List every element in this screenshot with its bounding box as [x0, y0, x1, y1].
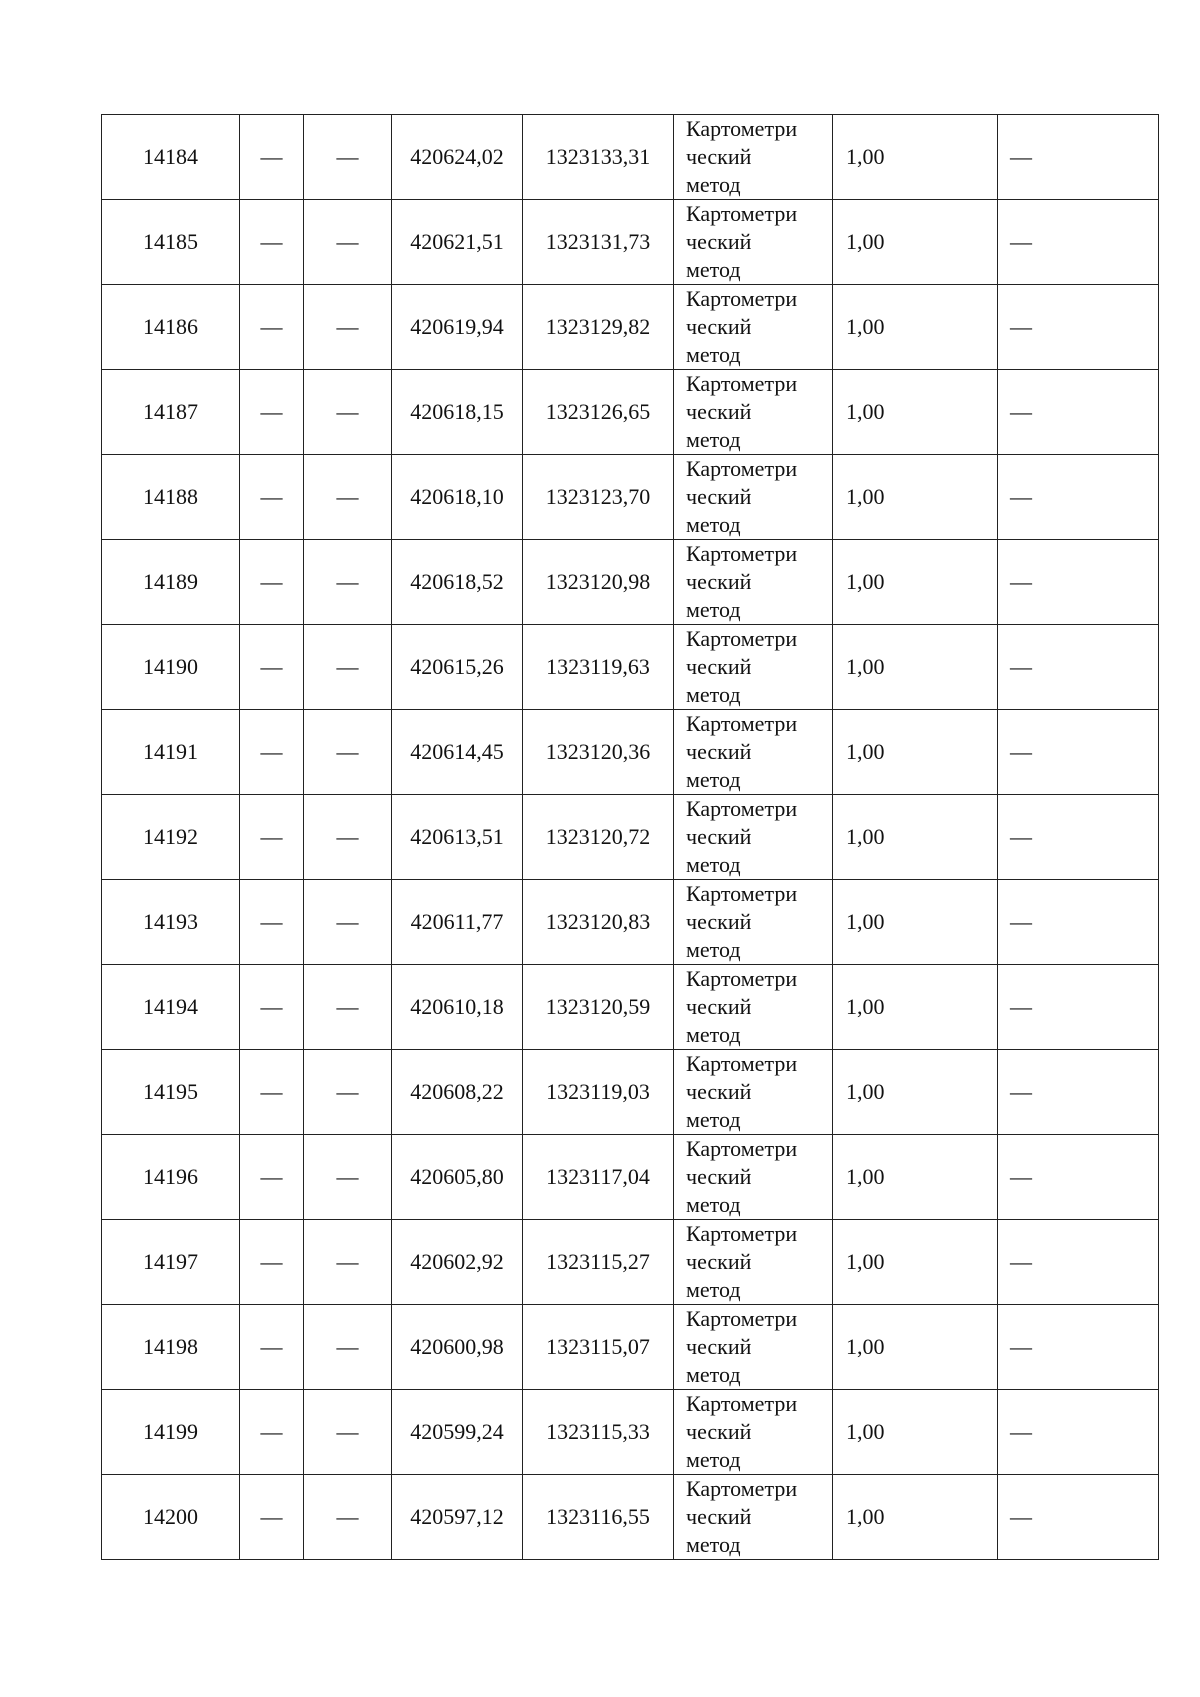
table-row: [102, 200, 1159, 285]
accuracy-cell: 1,00: [833, 965, 998, 1050]
method-line: метод: [686, 1022, 741, 1047]
accuracy-cell: 1,00: [833, 115, 998, 200]
y-coordinate-cell: 1323120,36: [523, 710, 674, 795]
dash-cell: —: [304, 285, 392, 370]
dash-cell: —: [998, 1390, 1159, 1475]
method-line: Картометри: [686, 796, 798, 821]
dash-cell: —: [304, 965, 392, 1050]
method-line: Картометри: [686, 1221, 798, 1246]
table-row: [102, 1135, 1159, 1220]
dash-cell: —: [998, 1050, 1159, 1135]
dash-cell: —: [998, 200, 1159, 285]
x-coordinate-cell: 420600,98: [392, 1305, 523, 1390]
point-number-cell: 14195: [102, 1050, 240, 1135]
method-line: ческий: [686, 1419, 752, 1444]
method-line: метод: [686, 172, 741, 197]
point-number-cell: 14194: [102, 965, 240, 1050]
method-line: Картометри: [686, 1136, 798, 1161]
method-line: ческий: [686, 654, 752, 679]
method-cell: [674, 115, 833, 200]
table-body: [102, 115, 1159, 1560]
accuracy-cell: 1,00: [833, 285, 998, 370]
method-line: Картометри: [686, 286, 798, 311]
method-line: метод: [686, 1107, 741, 1132]
dash-cell: —: [304, 795, 392, 880]
coordinates-table: [101, 114, 1159, 1560]
dash-cell: —: [240, 1390, 304, 1475]
method-line: метод: [686, 852, 741, 877]
table-row: [102, 1475, 1159, 1560]
x-coordinate-cell: 420614,45: [392, 710, 523, 795]
method-cell: [674, 1050, 833, 1135]
x-coordinate-cell: 420597,12: [392, 1475, 523, 1560]
table-row: [102, 370, 1159, 455]
method-line: Картометри: [686, 116, 798, 141]
y-coordinate-cell: 1323119,03: [523, 1050, 674, 1135]
method-cell: [674, 540, 833, 625]
method-cell: [674, 200, 833, 285]
method-line: ческий: [686, 484, 752, 509]
dash-cell: —: [240, 1305, 304, 1390]
accuracy-cell: 1,00: [833, 1135, 998, 1220]
dash-cell: —: [998, 710, 1159, 795]
table-row: [102, 880, 1159, 965]
method-line: метод: [686, 257, 741, 282]
method-cell: [674, 1135, 833, 1220]
method-line: Картометри: [686, 201, 798, 226]
point-number-cell: 14186: [102, 285, 240, 370]
x-coordinate-cell: 420605,80: [392, 1135, 523, 1220]
accuracy-cell: 1,00: [833, 540, 998, 625]
y-coordinate-cell: 1323117,04: [523, 1135, 674, 1220]
dash-cell: —: [304, 880, 392, 965]
method-line: ческий: [686, 229, 752, 254]
dash-cell: —: [240, 1135, 304, 1220]
dash-cell: —: [240, 200, 304, 285]
point-number-cell: 14189: [102, 540, 240, 625]
method-line: метод: [686, 767, 741, 792]
method-line: Картометри: [686, 1476, 798, 1501]
method-cell: [674, 455, 833, 540]
dash-cell: —: [998, 625, 1159, 710]
y-coordinate-cell: 1323116,55: [523, 1475, 674, 1560]
method-line: метод: [686, 937, 741, 962]
accuracy-cell: 1,00: [833, 795, 998, 880]
table-row: [102, 1220, 1159, 1305]
y-coordinate-cell: 1323129,82: [523, 285, 674, 370]
table-row: [102, 1050, 1159, 1135]
method-line: Картометри: [686, 456, 798, 481]
method-line: Картометри: [686, 711, 798, 736]
x-coordinate-cell: 420618,15: [392, 370, 523, 455]
x-coordinate-cell: 420599,24: [392, 1390, 523, 1475]
y-coordinate-cell: 1323131,73: [523, 200, 674, 285]
x-coordinate-cell: 420611,77: [392, 880, 523, 965]
x-coordinate-cell: 420619,94: [392, 285, 523, 370]
dash-cell: —: [304, 1050, 392, 1135]
point-number-cell: 14191: [102, 710, 240, 795]
method-line: Картометри: [686, 1306, 798, 1331]
accuracy-cell: 1,00: [833, 1305, 998, 1390]
method-line: ческий: [686, 1079, 752, 1104]
x-coordinate-cell: 420618,52: [392, 540, 523, 625]
dash-cell: —: [240, 1220, 304, 1305]
y-coordinate-cell: 1323119,63: [523, 625, 674, 710]
accuracy-cell: 1,00: [833, 1390, 998, 1475]
point-number-cell: 14199: [102, 1390, 240, 1475]
method-line: метод: [686, 512, 741, 537]
method-cell: [674, 880, 833, 965]
x-coordinate-cell: 420608,22: [392, 1050, 523, 1135]
y-coordinate-cell: 1323120,59: [523, 965, 674, 1050]
y-coordinate-cell: 1323115,07: [523, 1305, 674, 1390]
table-row: [102, 1305, 1159, 1390]
point-number-cell: 14193: [102, 880, 240, 965]
method-line: Картометри: [686, 966, 798, 991]
dash-cell: —: [304, 1475, 392, 1560]
method-cell: [674, 1305, 833, 1390]
dash-cell: —: [304, 625, 392, 710]
method-line: Картометри: [686, 1051, 798, 1076]
point-number-cell: 14187: [102, 370, 240, 455]
x-coordinate-cell: 420624,02: [392, 115, 523, 200]
y-coordinate-cell: 1323115,27: [523, 1220, 674, 1305]
method-cell: [674, 625, 833, 710]
dash-cell: —: [304, 370, 392, 455]
method-line: ческий: [686, 1164, 752, 1189]
method-line: ческий: [686, 909, 752, 934]
point-number-cell: 14188: [102, 455, 240, 540]
accuracy-cell: 1,00: [833, 625, 998, 710]
dash-cell: —: [240, 965, 304, 1050]
table-row: [102, 115, 1159, 200]
method-line: Картометри: [686, 881, 798, 906]
table-row: [102, 625, 1159, 710]
dash-cell: —: [240, 540, 304, 625]
point-number-cell: 14200: [102, 1475, 240, 1560]
dash-cell: —: [998, 370, 1159, 455]
dash-cell: —: [998, 285, 1159, 370]
method-line: ческий: [686, 144, 752, 169]
dash-cell: —: [304, 1135, 392, 1220]
x-coordinate-cell: 420615,26: [392, 625, 523, 710]
dash-cell: —: [998, 1220, 1159, 1305]
method-cell: [674, 965, 833, 1050]
method-line: ческий: [686, 1504, 752, 1529]
dash-cell: —: [240, 710, 304, 795]
method-line: Картометри: [686, 626, 798, 651]
accuracy-cell: 1,00: [833, 1475, 998, 1560]
method-line: метод: [686, 1447, 741, 1472]
method-line: ческий: [686, 994, 752, 1019]
point-number-cell: 14185: [102, 200, 240, 285]
accuracy-cell: 1,00: [833, 1050, 998, 1135]
dash-cell: —: [998, 1135, 1159, 1220]
y-coordinate-cell: 1323133,31: [523, 115, 674, 200]
method-line: ческий: [686, 314, 752, 339]
method-cell: [674, 710, 833, 795]
dash-cell: —: [240, 285, 304, 370]
dash-cell: —: [998, 115, 1159, 200]
dash-cell: —: [304, 200, 392, 285]
dash-cell: —: [240, 1050, 304, 1135]
accuracy-cell: 1,00: [833, 710, 998, 795]
dash-cell: —: [998, 1305, 1159, 1390]
dash-cell: —: [304, 115, 392, 200]
method-cell: [674, 1220, 833, 1305]
dash-cell: —: [304, 1390, 392, 1475]
method-line: метод: [686, 1192, 741, 1217]
method-line: метод: [686, 1532, 741, 1557]
dash-cell: —: [240, 1475, 304, 1560]
table-row: [102, 1390, 1159, 1475]
y-coordinate-cell: 1323120,72: [523, 795, 674, 880]
dash-cell: —: [240, 455, 304, 540]
method-line: метод: [686, 427, 741, 452]
method-line: Картометри: [686, 541, 798, 566]
method-line: ческий: [686, 1249, 752, 1274]
dash-cell: —: [304, 455, 392, 540]
dash-cell: —: [998, 540, 1159, 625]
dash-cell: —: [998, 880, 1159, 965]
table-row: [102, 710, 1159, 795]
dash-cell: —: [304, 1220, 392, 1305]
method-cell: [674, 370, 833, 455]
method-line: метод: [686, 597, 741, 622]
dash-cell: —: [240, 795, 304, 880]
x-coordinate-cell: 420602,92: [392, 1220, 523, 1305]
accuracy-cell: 1,00: [833, 200, 998, 285]
method-cell: [674, 795, 833, 880]
dash-cell: —: [998, 455, 1159, 540]
x-coordinate-cell: 420618,10: [392, 455, 523, 540]
point-number-cell: 14192: [102, 795, 240, 880]
accuracy-cell: 1,00: [833, 455, 998, 540]
method-line: ческий: [686, 399, 752, 424]
x-coordinate-cell: 420610,18: [392, 965, 523, 1050]
table-row: [102, 795, 1159, 880]
table-row: [102, 540, 1159, 625]
y-coordinate-cell: 1323115,33: [523, 1390, 674, 1475]
point-number-cell: 14198: [102, 1305, 240, 1390]
dash-cell: —: [240, 115, 304, 200]
y-coordinate-cell: 1323123,70: [523, 455, 674, 540]
method-line: Картометри: [686, 371, 798, 396]
accuracy-cell: 1,00: [833, 370, 998, 455]
y-coordinate-cell: 1323120,98: [523, 540, 674, 625]
table-row: [102, 965, 1159, 1050]
dash-cell: —: [240, 880, 304, 965]
dash-cell: —: [304, 1305, 392, 1390]
dash-cell: —: [998, 965, 1159, 1050]
method-line: метод: [686, 682, 741, 707]
dash-cell: —: [998, 795, 1159, 880]
method-line: метод: [686, 1277, 741, 1302]
dash-cell: —: [304, 710, 392, 795]
point-number-cell: 14184: [102, 115, 240, 200]
point-number-cell: 14196: [102, 1135, 240, 1220]
method-cell: [674, 285, 833, 370]
method-cell: [674, 1390, 833, 1475]
dash-cell: —: [240, 370, 304, 455]
dash-cell: —: [240, 625, 304, 710]
method-line: ческий: [686, 739, 752, 764]
dash-cell: —: [998, 1475, 1159, 1560]
method-line: метод: [686, 342, 741, 367]
method-line: ческий: [686, 569, 752, 594]
x-coordinate-cell: 420621,51: [392, 200, 523, 285]
point-number-cell: 14197: [102, 1220, 240, 1305]
method-cell: [674, 1475, 833, 1560]
accuracy-cell: 1,00: [833, 1220, 998, 1305]
method-line: метод: [686, 1362, 741, 1387]
y-coordinate-cell: 1323126,65: [523, 370, 674, 455]
table-row: [102, 455, 1159, 540]
dash-cell: —: [304, 540, 392, 625]
x-coordinate-cell: 420613,51: [392, 795, 523, 880]
point-number-cell: 14190: [102, 625, 240, 710]
method-line: ческий: [686, 1334, 752, 1359]
y-coordinate-cell: 1323120,83: [523, 880, 674, 965]
method-line: Картометри: [686, 1391, 798, 1416]
accuracy-cell: 1,00: [833, 880, 998, 965]
table-row: [102, 285, 1159, 370]
method-line: ческий: [686, 824, 752, 849]
